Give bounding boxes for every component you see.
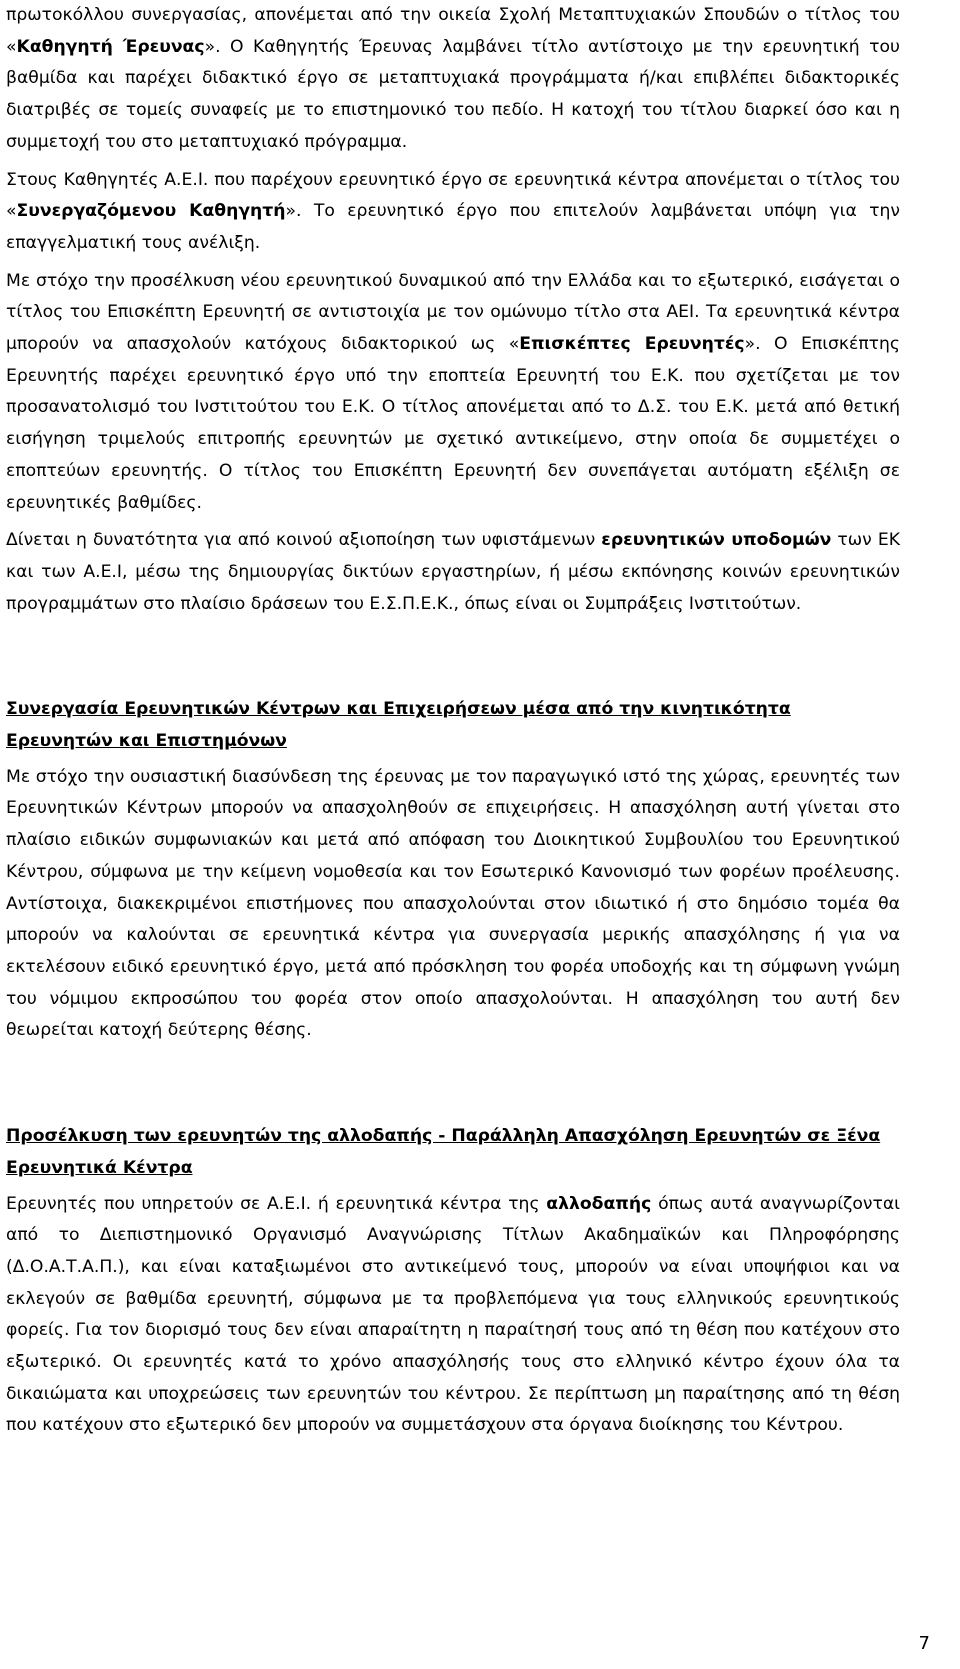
document-body xyxy=(6,0,900,1442)
text-run: Με στόχο την ουσιαστική διασύνδεση της έρευνας με τον παραγωγικό ιστό της χώρας, ερευνητές των Ερευνητικών Κέντρων μπορούν να απασχοληθούν σε επιχειρήσεις. Η απασχόληση αυτή γίνεται στο πλαίσιο ειδικών συμφωνιακών και μετά από απόφαση του Διοικητικού Συμβουλίου του Ερευνητικού Κέντρου, σύμφωνα με την κείμενη νομοθεσία και τον Εσωτερικό Κανονισμό των φορέων προέλευσης. Αντίστοιχα, διακεκριμένοι επιστήμονες που απασχολούνται στον ιδιωτικό ή στο δημόσιο τομέα θα μπορούν να καλούνται σε ερευνητικά κέντρα για συνεργασία μερικής απασχόλησης ή για να εκτελέσουν ειδικό ερευνητικό έργο, μετά από πρόσκληση του φορέα υποδοχής και τη σύμφωνη γνώμη του νόμιμου εκπροσώπου του φορέα στον οποίο απασχολούνται. Η απασχόληση του αυτή δεν θεωρείται κατοχή δεύτερης θέσης. xyxy=(6,766,900,1041)
bold-text: Συνεργαζόμενου Καθηγητή xyxy=(16,201,286,222)
section-heading-foreign-researchers xyxy=(6,1121,900,1184)
paragraph-collaborating-professor xyxy=(6,165,900,260)
bold-text: Επισκέπτες Ερευνητές xyxy=(519,334,745,355)
section-heading-foreign-researchers-text: Προσέλκυση των ερευνητών της αλλοδαπής - Παράλληλη Απασχόληση Ερευνητών σε Ξένα Ερευνητικά Κέντρα xyxy=(6,1126,881,1178)
section-heading-mobility xyxy=(6,694,900,757)
bold-text: αλλοδαπής xyxy=(546,1193,652,1214)
text-run: πρωτοκόλλου συνεργασίας, απονέμεται από την οικεία Σχολή Μεταπτυχιακών Σπουδών ο τίτλος του « xyxy=(6,5,900,57)
text-run: όπως αυτά αναγνωρίζονται από το Διεπιστημονικό Οργανισμό Αναγνώρισης Τίτλων Ακαδημαϊκών και Πληροφόρησης (Δ.Ο.Α.Τ.Α.Π.), και είναι καταξιωμένοι στο αντικείμενό τους, μπορούν να είναι υποψήφιοι και να εκλεγούν σε βαθμίδα ερευνητή, σύμφωνα με τα προβλεπόμενα για τους ελληνικούς ερευνητικούς φορείς. Για τον διορισμό τους δεν είναι απαραίτητη η παραίτησή τους από τη θέση που κατέχουν στο εξωτερικό. Οι ερευνητές κατά το χρόνο απασχόλησής τους στο ελληνικό κέντρο έχουν όλα τα δικαιώματα και υποχρεώσεις των ερευνητών του κέντρου. Σε περίπτωση μη παραίτησης από τη θέση που κατέχουν στο εξωτερικό δεν μπορούν να συμμετάσχουν στα όργανα διοίκησης του Κέντρου. xyxy=(6,1193,900,1436)
bold-text: Καθηγητή Έρευνας xyxy=(16,36,205,57)
paragraph-visiting-researcher xyxy=(6,266,900,520)
paragraph-research-infrastructure xyxy=(6,525,900,620)
text-run: Δίνεται η δυνατότητα για από κοινού αξιοποίηση των υφιστάμενων xyxy=(6,530,602,551)
text-run: Στους Καθηγητές Α.Ε.Ι. που παρέχουν ερευνητικό έργο σε ερευνητικά κέντρα απονέμεται ο τίτλος του « xyxy=(6,169,900,222)
text-run: Ερευνητές που υπηρετούν σε Α.Ε.Ι. ή ερευνητικά κέντρα της xyxy=(6,1193,547,1214)
text-run: Με στόχο την προσέλκυση νέου ερευνητικού δυναμικού από την Ελλάδα και το εξωτερικό, εισάγεται ο τίτλος του Επισκέπτη Ερευνητή σε αντιστοιχία με τον ομώνυμο τίτλο στα ΑΕΙ. Τα ερευνητικά κέντρα μπορούν να απασχολούν κατόχους διδακτορικού ως « xyxy=(6,270,900,355)
text-run: ». Το ερευνητικό έργο που επιτελούν λαμβάνεται υπόψη για την επαγγελματική τους ανέλιξη. xyxy=(6,201,900,253)
page-number: 7 xyxy=(918,1633,930,1654)
bold-text: ερευνητικών υποδομών xyxy=(601,530,832,551)
text-run: ». Ο Καθηγητής Έρευνας λαμβάνει τίτλο αντίστοιχο με την ερευνητική του βαθμίδα και παρέχει διδακτικό έργο σε μεταπτυχιακά προγράμματα ή/και επιβλέπει διδακτορικές διατριβές σε τομείς συναφείς με το επιστημονικό του πεδίο. Η κατοχή του τίτλου διαρκεί όσο και η συμμετοχή του στο μεταπτυχιακό πρόγραμμα. xyxy=(6,36,900,152)
text-run: των ΕΚ και των Α.Ε.Ι, μέσω της δημιουργίας δικτύων εργαστηρίων, ή μέσω εκπόνησης κοινών ερευνητικών προγραμμάτων στο πλαίσιο δράσεων του Ε.Σ.Π.Ε.Κ., όπως είναι οι Συμπράξεις Ινστιτούτων. xyxy=(6,530,900,614)
section-heading-mobility-text: Συνεργασία Ερευνητικών Κέντρων και Επιχειρήσεων μέσα από την κινητικότητα Ερευνητών και Επιστημόνων xyxy=(6,699,791,752)
paragraph-business-cooperation xyxy=(6,762,900,1047)
paragraph-visiting-professor xyxy=(6,0,900,159)
text-run: ». Ο Επισκέπτης Ερευνητής παρέχει ερευνητικό έργο υπό την εποπτεία Ερευνητή του Ε.Κ. που σχετίζεται με τον προσανατολισμό του Ινστιτούτου του Ε.Κ. Ο τίτλος απονέμεται από το Δ.Σ. του Ε.Κ. μετά από θετική εισήγηση τριμελούς επιτροπής ερευνητών με σχετικό αντικείμενο, στην οποία δε συμμετέχει ο εποπτεύων ερευνητής. Ο τίτλος του Επισκέπτη Ερευνητή δεν συνεπάγεται αυτόματη εξέλιξη σε ερευνητικές βαθμίδες. xyxy=(6,334,900,513)
paragraph-foreign-researchers xyxy=(6,1189,900,1443)
